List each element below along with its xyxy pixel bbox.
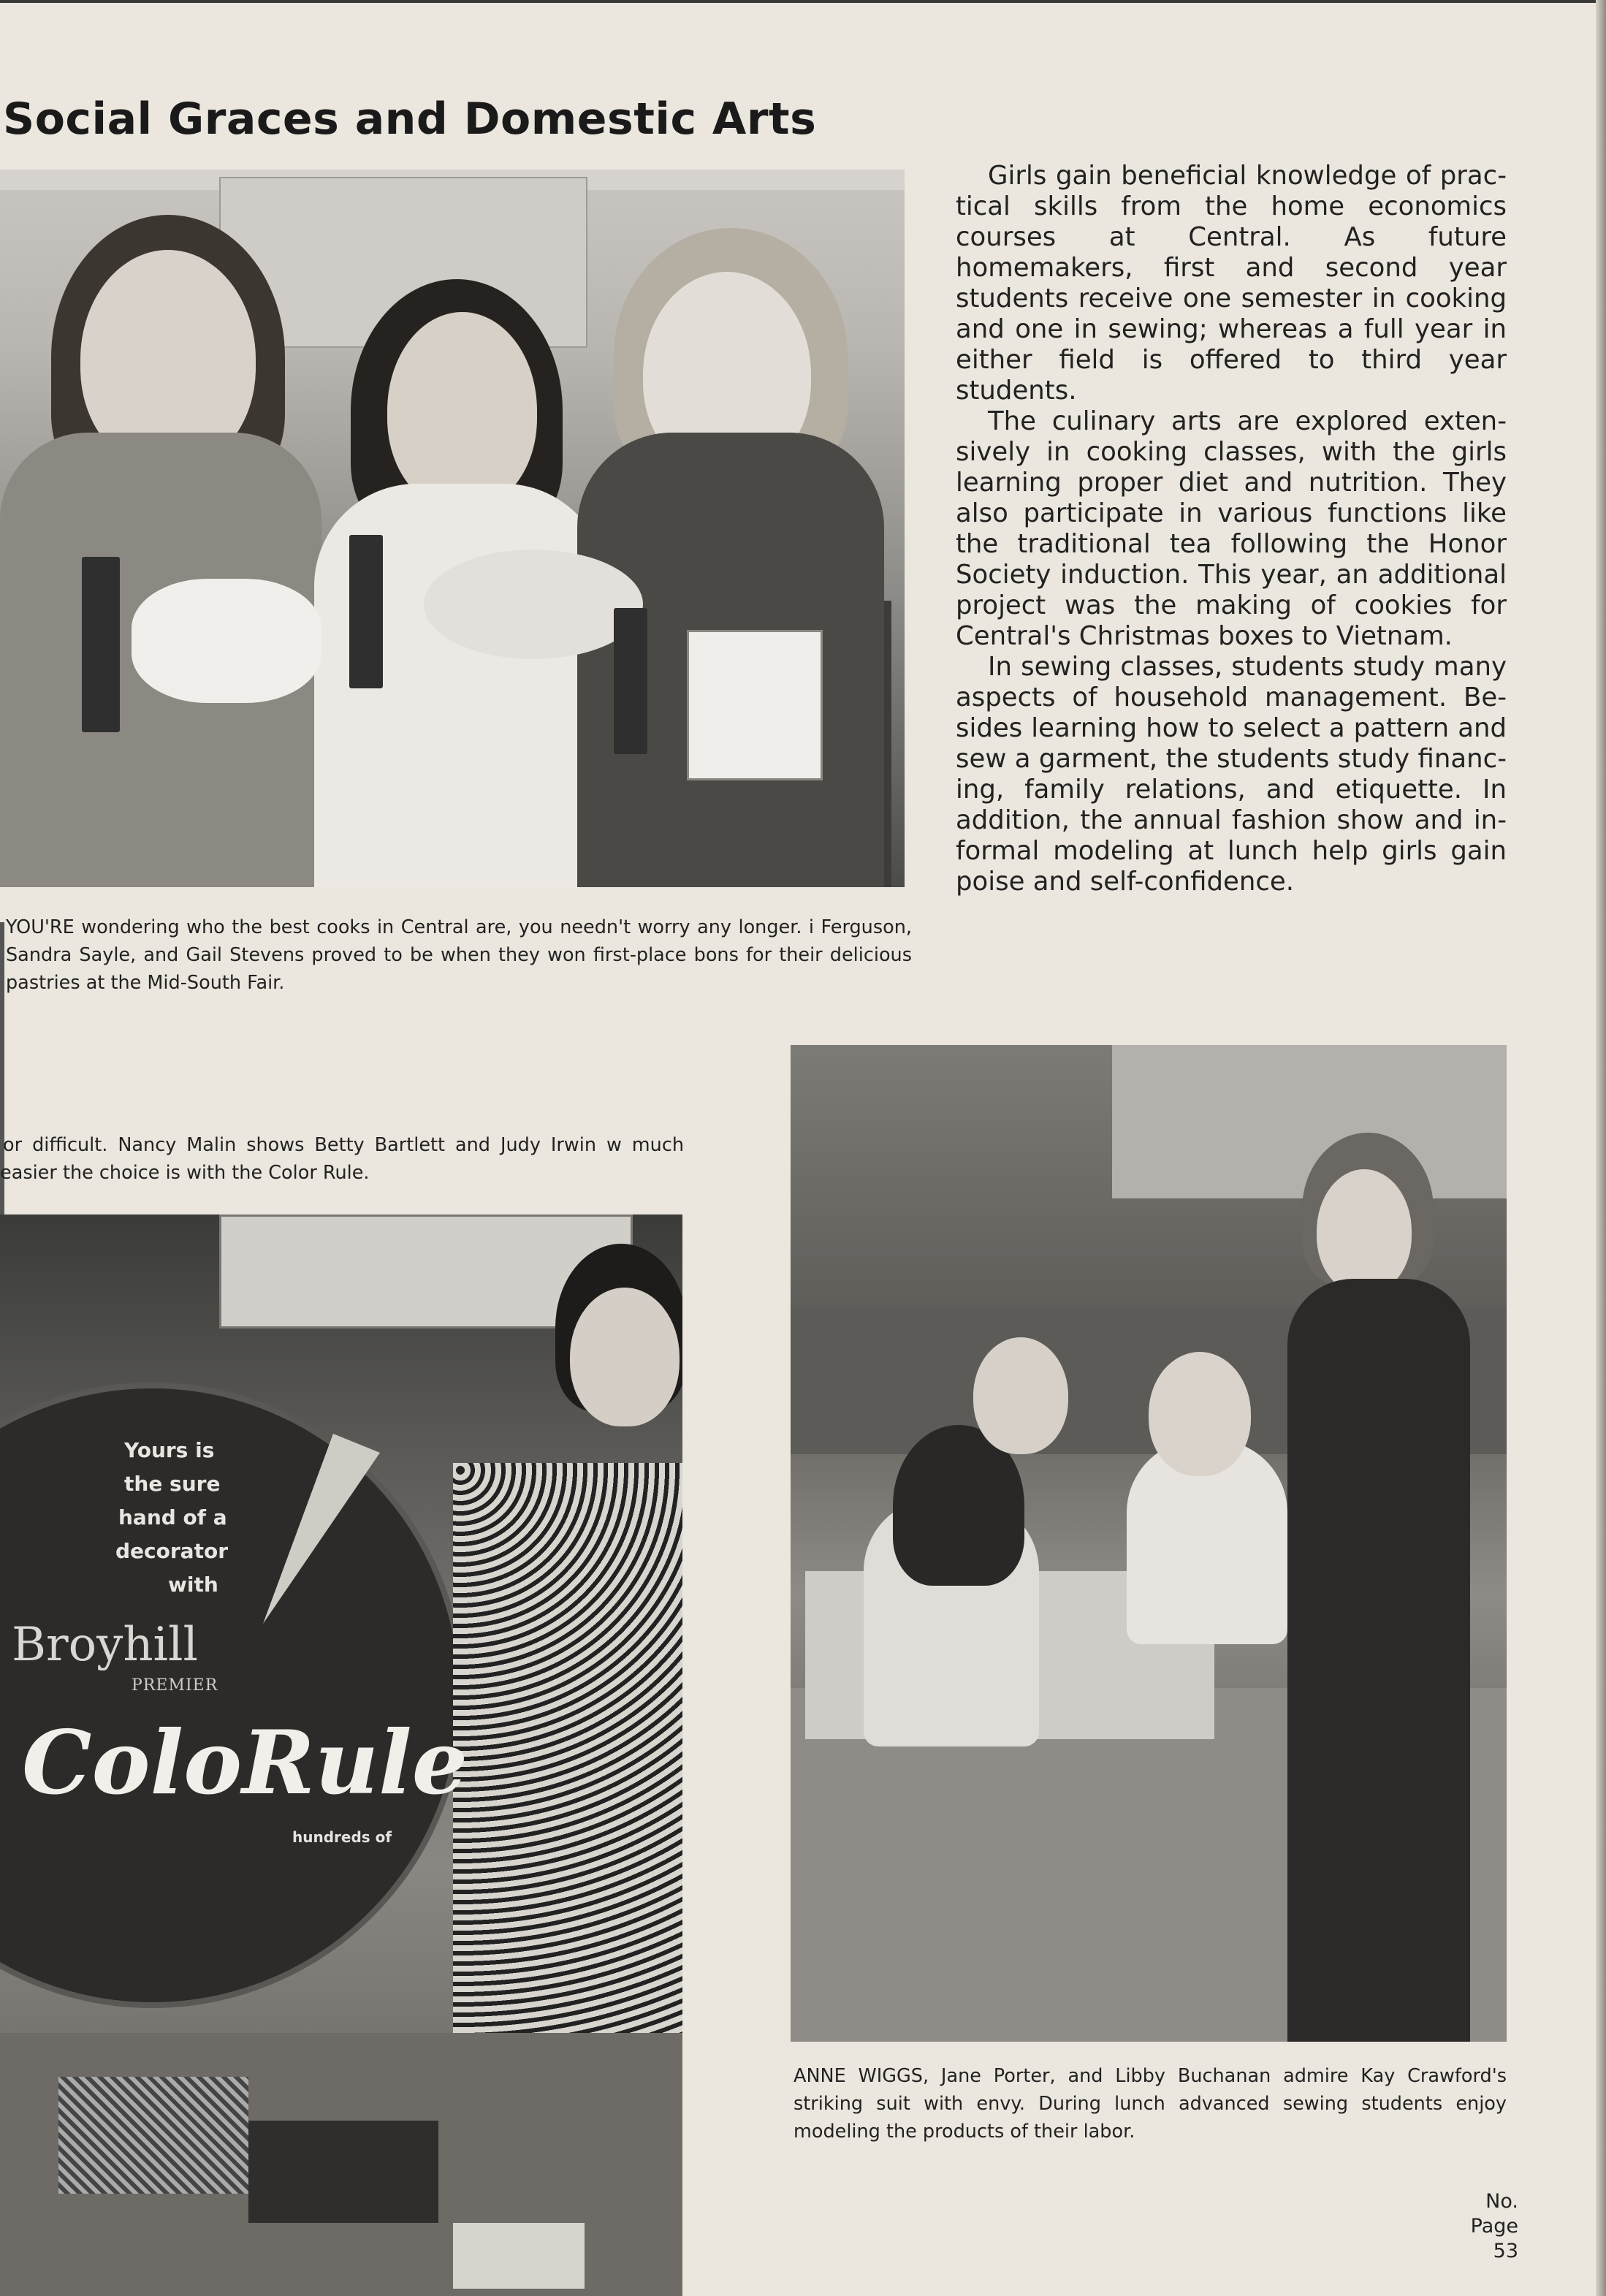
article-body xyxy=(956,161,1507,897)
poster-small-text: hundreds of xyxy=(292,1828,392,1846)
pastry-dish xyxy=(687,630,823,780)
poster-text-line: with xyxy=(168,1573,218,1597)
poster-text-line: decorator xyxy=(115,1539,228,1563)
prize-ribbon-1 xyxy=(82,557,120,732)
page-top-edge xyxy=(0,0,1606,3)
fabric-swatch xyxy=(453,2223,585,2289)
face-nancy-malin xyxy=(570,1288,680,1426)
caption-cooks-photo: YOU'RE wondering who the best cooks in Central are, you needn't worry any longer. i Ferguson, Sandra Sayle, and Gail Stevens proved to be when they won first-place bons for their delicious pastries at the Mid-South Fair. xyxy=(6,916,912,994)
page-number-label: Page xyxy=(1470,2215,1518,2238)
page-number xyxy=(1471,2189,1518,2264)
prize-ribbon-3 xyxy=(614,608,647,754)
photo-prize-winning-cooks xyxy=(0,170,905,887)
poster-brand-sub: PREMIER xyxy=(132,1676,218,1695)
body-paragraph: The culinary arts are explored extensively in cooking classes, with the girls learning proper diet and nutrition. They also participate in various functions like the traditional tea following the Honor Society induction. This year, an additional project was the making of cookies for Central's Christmas boxes to Vietnam. xyxy=(956,406,1507,651)
page-title: Social Graces and Domestic Arts xyxy=(3,94,817,145)
cookie-plate xyxy=(424,550,643,659)
poster-logo: ColoRule xyxy=(22,1711,468,1814)
color-rule-wheel xyxy=(0,1383,465,2008)
poster-brand: Broyhill xyxy=(12,1618,198,1672)
page-number-label: No. xyxy=(1485,2190,1518,2213)
poster-text-line: hand of a xyxy=(118,1505,227,1529)
polka-dot-dress xyxy=(453,1463,682,2048)
page-binding-edge xyxy=(1596,0,1606,2296)
body-paragraph: In sewing classes, students study many aspects of household management. Besides learning how to select a pattern and sew a garment, the students study financing, family relations, and etiquette. In addition, the annual fashion show and informal modeling at lunch help girls gain poise and self-confidence. xyxy=(956,652,1507,897)
caption-lunch-photo: ANNE WIGGS, Jane Porter, and Libby Buchanan admire Kay Crawford's striking suit with envy. During lunch advanced sewing students enjoy modeling the products of their labor. xyxy=(794,2065,1507,2143)
page-number-value: 53 xyxy=(1493,2240,1518,2262)
face-kay-crawford xyxy=(1317,1169,1412,1293)
suit-kay-crawford xyxy=(1287,1279,1470,2042)
face-student xyxy=(973,1337,1068,1454)
poster-text-line: the sure xyxy=(124,1472,221,1496)
photo-lunch-modeling xyxy=(791,1045,1507,2042)
cupcakes-tray xyxy=(132,579,321,703)
photo-color-rule-demo xyxy=(0,1214,682,2296)
face-student xyxy=(1149,1352,1251,1476)
prize-ribbon-2 xyxy=(349,535,383,688)
fabric-swatch xyxy=(248,2121,438,2223)
fabric-swatch xyxy=(58,2077,248,2194)
poster-text-line: Yours is xyxy=(124,1438,215,1462)
face-girl-2 xyxy=(387,312,537,509)
body-paragraph: Girls gain beneficial knowledge of practical skills from the home economics courses at Central. As future homemakers, first and second year students receive one semester in cooking and one in sewing; whereas a full year in either field is offered to third year students. xyxy=(956,161,1507,406)
caption-color-rule-photo: or difficult. Nancy Malin shows Betty Bartlett and Judy Irwin w much easier the choice is with the Color Rule. xyxy=(0,1134,684,1184)
